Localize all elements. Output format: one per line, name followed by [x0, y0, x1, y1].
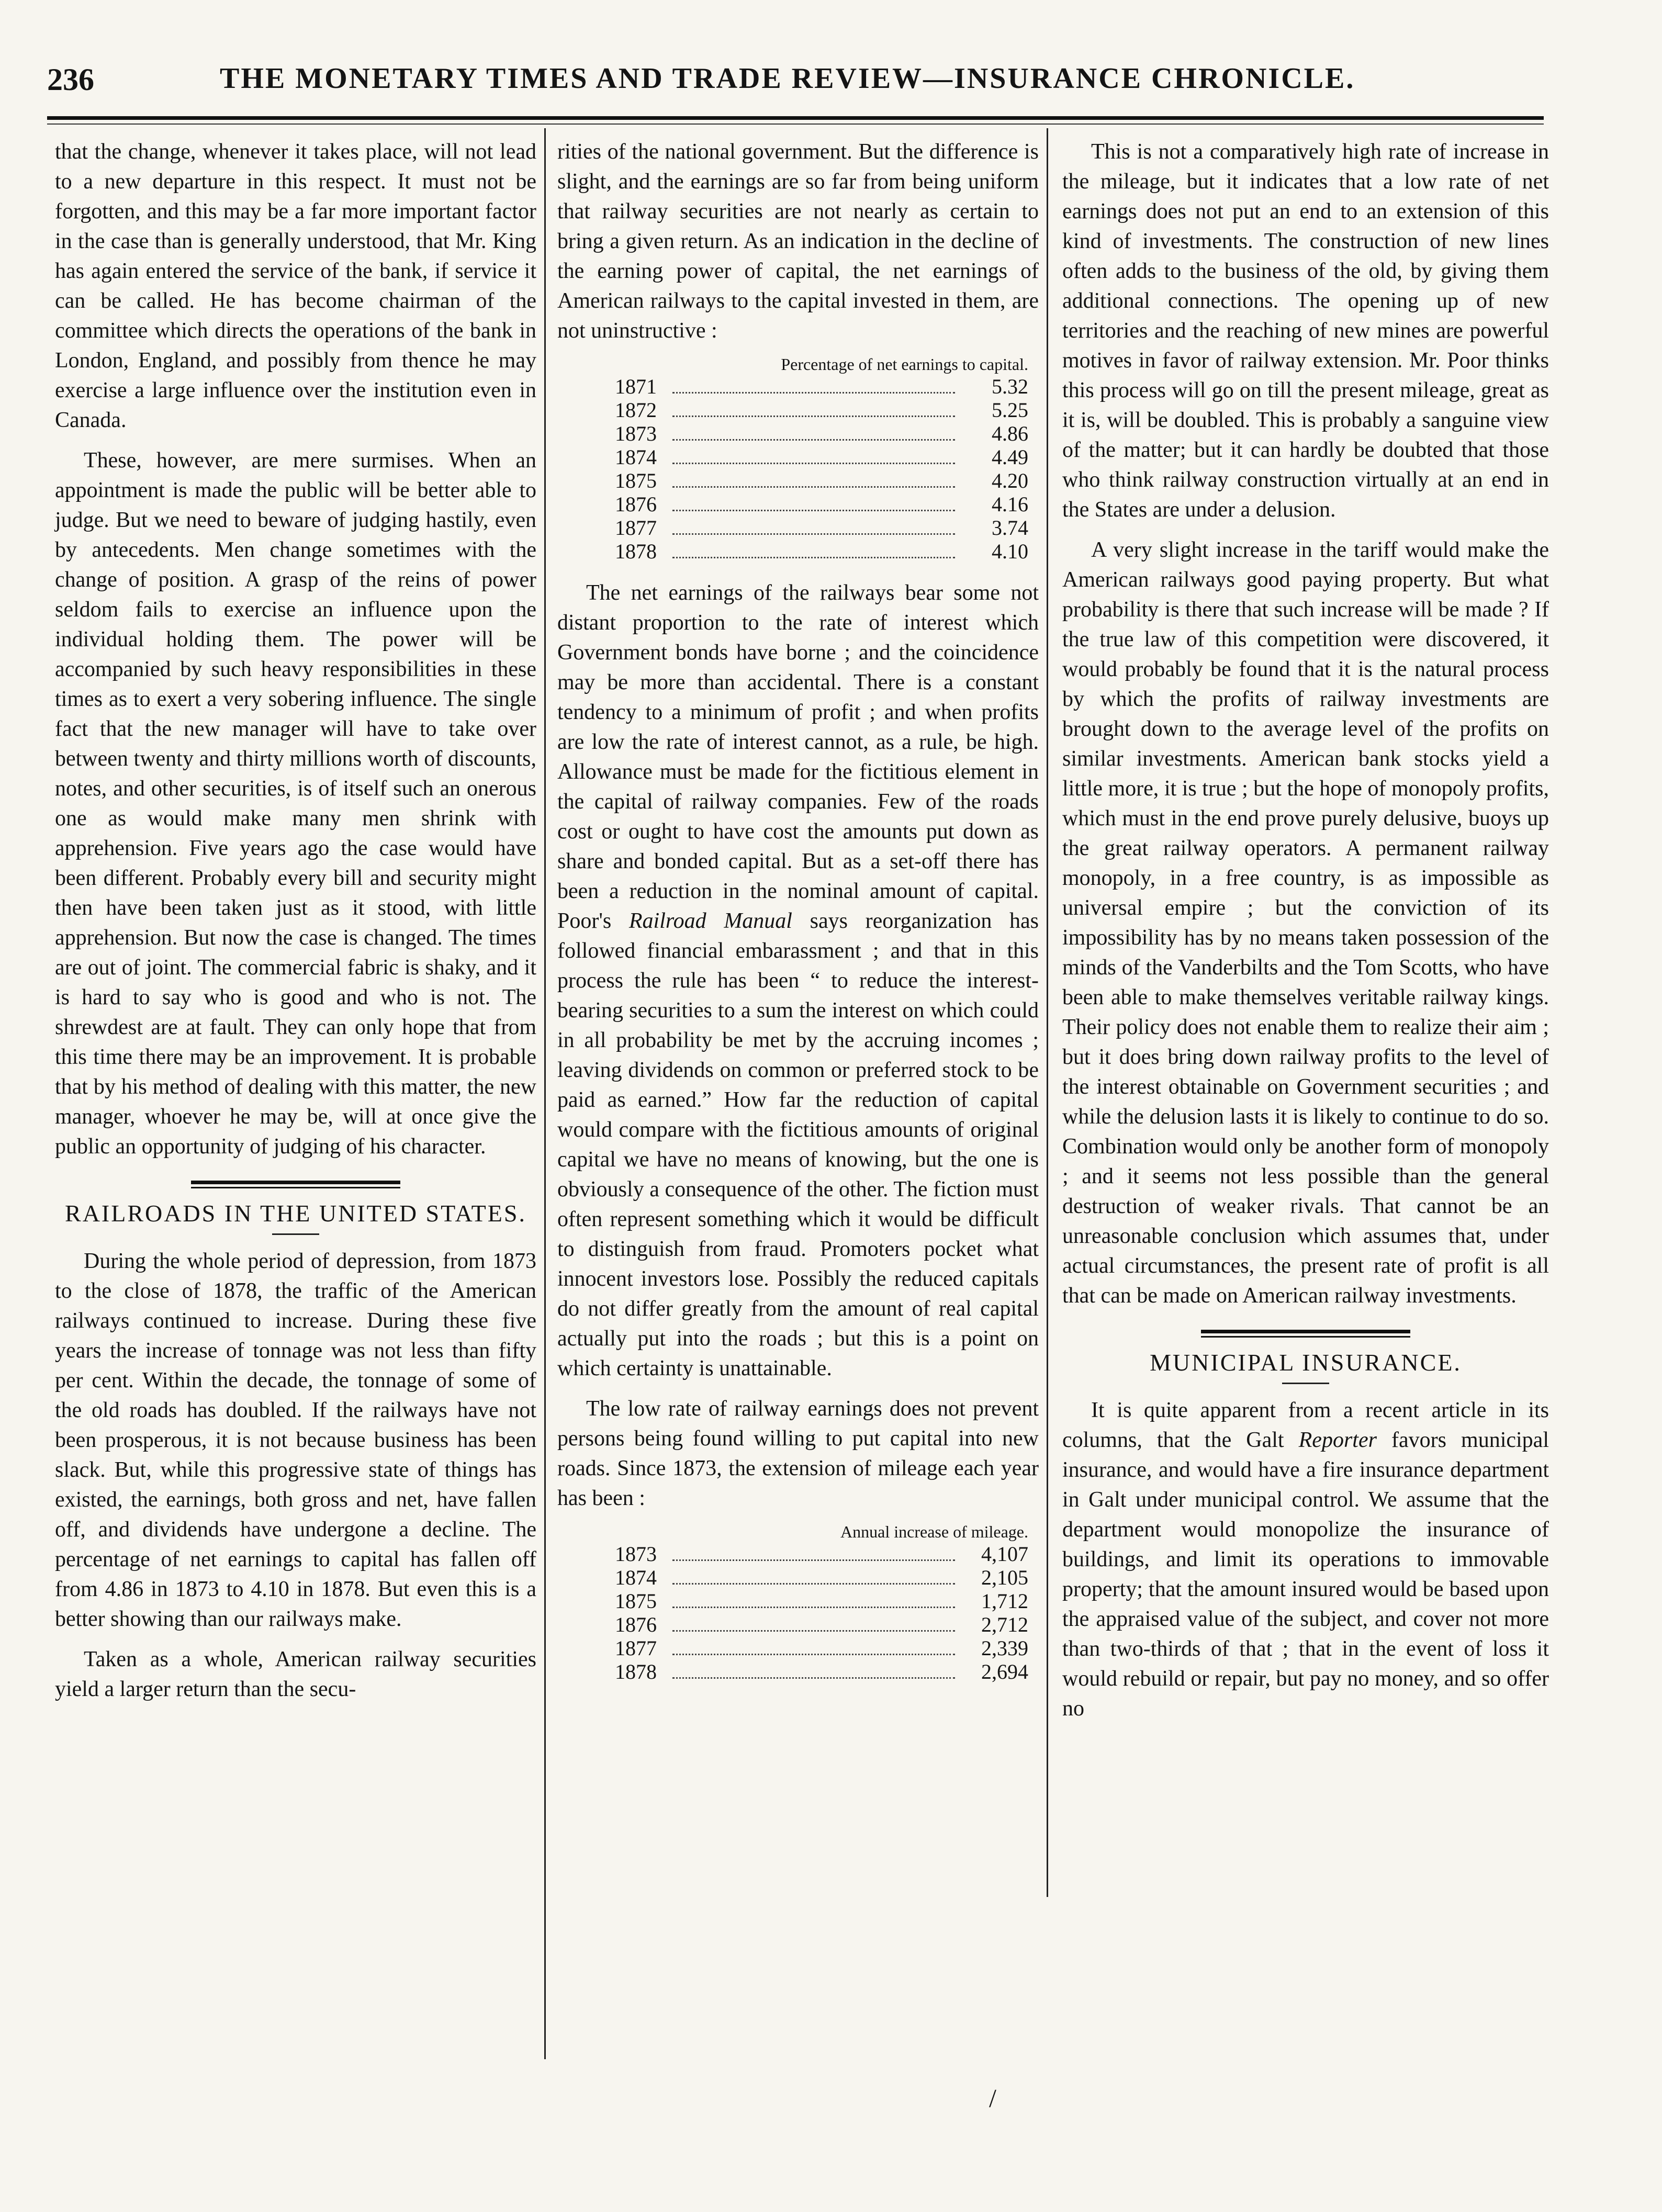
text-run: says reorganization has followed financial embarassment ; and that in this process the rule has been “ to reduce the interest-bearing securities to a sum the interest on which could in all probability be met by the accruing incomes ; leaving dividends on common or preferred stock to be paid as earned.” How far the reduction of capital would compare with the fictitious amounts of original capital we have no means of knowing, but the one is obviously a consequence of the other. The fiction must often represent something which it would be difficult to distinguish from fraud. Promoters pocket what innocent investors lose. Possibly the reduced capitals do not differ greatly from the amount of real capital actually put into the roads ; but this is a point on which certainty is unattainable. — [557, 909, 1039, 1380]
earnings-table — [557, 356, 1039, 564]
page-header — [47, 62, 1565, 104]
dot-leader — [672, 439, 955, 441]
table-row — [557, 1637, 1039, 1660]
row-value: 4.16 — [992, 492, 1028, 516]
heading-underline — [1282, 1383, 1329, 1384]
row-value: 4.10 — [992, 540, 1028, 563]
row-year: 1871 — [615, 375, 657, 398]
table-row — [557, 1543, 1039, 1566]
dot-leader — [672, 1677, 955, 1679]
row-value: 4.49 — [992, 445, 1028, 469]
table-header: Annual increase of mileage. — [840, 1522, 1028, 1541]
row-year: 1878 — [615, 540, 657, 563]
dot-leader — [672, 1607, 955, 1608]
paragraph — [1062, 1396, 1549, 1724]
header-rule — [47, 116, 1544, 120]
column-divider-1 — [544, 128, 546, 2059]
section-heading-municipal: MUNICIPAL INSURANCE. — [1150, 1349, 1462, 1376]
section-heading-railroads: RAILROADS IN THE UNITED STATES. — [65, 1200, 526, 1227]
text-run: favors municipal insurance, and would have a fire insurance department in Galt under municipal control. We assume that the department would monopolize the insurance of buildings, and limit its operations to immovable property; that the amount insured would be based upon the appraised value of the subject, and cover not more than two-thirds of that ; that in the event of loss it would rebuild or repair, but pay no money, and so offer no — [1062, 1428, 1549, 1721]
column-divider-2 — [1047, 128, 1048, 1897]
table-row — [557, 375, 1039, 399]
dot-leader — [672, 1654, 955, 1655]
paragraph: that the change, whenever it takes place, will not lead to a new departure in this respect. It must not be forgotten, and this may be a far more important factor in the case than is generally understood, that Mr. King has again entered the service of the bank, if service it can be called. He has become chairman of the committee which directs the operations of the bank in London, England, and possibly from thence he may exercise a large influence over the institution even in Canada. — [55, 140, 536, 432]
column-2 — [557, 137, 1039, 1699]
dot-leader — [672, 416, 955, 417]
table-row — [557, 399, 1039, 422]
row-value: 2,694 — [981, 1660, 1028, 1683]
row-year: 1873 — [615, 422, 657, 445]
header-rule-thin — [47, 123, 1544, 125]
row-year: 1876 — [615, 492, 657, 516]
row-value: 5.32 — [992, 375, 1028, 398]
table-row — [557, 469, 1039, 493]
paragraph: This is not a comparatively high rate of increase in the mileage, but it indicates that a low rate of net earnings does not put an end to an extension of this kind of investments. The construction of new lines often adds to the business of the old, by giving them additional connections. The opening up of new territories and the reaching of new mines are powerful motives in favor of railway extension. Mr. Poor thinks this process will go on till the present mileage, great as it is, will be doubled. This is probably a sanguine view of the matter; but it can hardly be doubted that those who think railway construction virtually at an end in the States are under a delusion. — [1062, 140, 1549, 522]
row-value: 2,339 — [981, 1636, 1028, 1660]
publication-title: THE MONETARY TIMES AND TRADE REVIEW—INSURANCE CHRONICLE. — [220, 62, 1355, 95]
dot-leader — [672, 1583, 955, 1585]
paragraph: During the whole period of depression, from 1873 to the close of 1878, the traffic of the American railways continued to increase. During these five years the increase of tonnage was not less than fifty per cent. Within the decade, the tonnage of some of the old roads has doubled. If the railways have not been prosperous, it is not because business has been slack. But, while this progressive state of things has existed, the earnings, both gross and net, have fallen off, and dividends have undergone a decline. The percentage of net earnings to capital has fallen off from 4.86 in 1873 to 4.10 in 1878. But even this is a better showing than our railways make. — [55, 1249, 536, 1631]
paragraph: Taken as a whole, American railway securities yield a larger return than the secu- — [55, 1647, 536, 1701]
row-year: 1878 — [615, 1660, 657, 1683]
dot-leader — [672, 463, 955, 464]
table-row — [557, 516, 1039, 540]
dot-leader — [672, 533, 955, 535]
row-value: 4.86 — [992, 422, 1028, 445]
row-year: 1877 — [615, 516, 657, 540]
row-year: 1875 — [615, 469, 657, 492]
row-year: 1875 — [615, 1589, 657, 1613]
row-value: 2,105 — [981, 1566, 1028, 1589]
paragraph — [557, 578, 1039, 1384]
text-run: It is quite apparent from a recent article in its columns, that the Galt — [1062, 1398, 1549, 1452]
table-row — [557, 1566, 1039, 1590]
table-row — [557, 1613, 1039, 1637]
row-year: 1874 — [615, 1566, 657, 1589]
paragraph: These, however, are mere surmises. When an appointment is made the public will be better able to judge. But we need to beware of judging hastily, even by antecedents. Men change sometimes with the change of position. A grasp of the reins of power seldom fails to exercise an influence upon the individual holding them. The power will be accompanied by such heavy responsibilities in these times as to exert a very sobering influence. The single fact that the new manager will have to take over between twenty and thirty millions worth of discounts, notes, and other securities, is of itself such an onerous one as would make many men shrink with apprehension. Five years ago the case would have been different. Probably every bill and security might then have been taken just as it stood, with little apprehension. But now the case is changed. The times are out of joint. The commercial fabric is shaky, and it is hard to say who is good and who is not. The shrewdest are at fault. They can only hope that from this time there may be an improvement. It is probable that by his method of dealing with this matter, the new manager, whoever he may be, will at once give the public an opportunity of judging of his character. — [55, 448, 536, 1159]
heading-underline — [272, 1233, 319, 1235]
row-year: 1874 — [615, 445, 657, 469]
column-3 — [1062, 137, 1549, 1734]
row-value: 4.20 — [992, 469, 1028, 492]
dot-leader — [672, 557, 955, 558]
dot-leader — [672, 1559, 955, 1561]
row-value: 5.25 — [992, 398, 1028, 422]
table-row — [557, 1590, 1039, 1613]
dot-leader — [672, 510, 955, 511]
text-run: The net earnings of the railways bear some not distant proportion to the rate of interest which Government bonds have borne ; and the coincidence may be more than accidental. There is a constant tendency to a minimum of profit ; and when profits are low the rate of interest cannot, as a rule, be high. Allowance must be made for the fictitious element in the capital of railway companies. Few of the roads cost or ought to have cost the amounts put down as share and bonded capital. But as a set-off there has been a reduction in the nominal amount of capital. Poor's — [557, 581, 1039, 933]
section-divider — [1201, 1330, 1410, 1338]
paragraph: A very slight increase in the tariff would make the American railways good paying property. But what probability is there that such increase will be made ? If the true law of this competition were discovered, it would probably be found that it is the natural process by which the profits of railway investments are brought down to the average level of the profits on similar investments. American bank stocks yield a little more, it is true ; but the hope of monopoly profits, which must in the end prove purely delusive, buoys up the great railway operators. A permanent railway monopoly, in a free country, is as impossible as universal empire ; but the conviction of its impossibility has by no means taken possession of the minds of the Vanderbilts and the Tom Scotts, who have been able to make themselves veritable railway kings. Their policy does not enable them to realize their aim ; but it does bring down railway profits to the level of the interest obtainable on Government securities ; and while the delusion lasts it is likely to continue to do so. Combination would only be another form of monopoly ; and it seems not less possible than the general destruction of weaker rivals. That cannot be an unreasonable conclusion which assumes that, under actual circumstances, the present rate of profit is all that can be made on American railway investments. — [1062, 538, 1549, 1308]
page-number: 236 — [47, 62, 94, 97]
column-1 — [55, 137, 536, 1715]
paragraph: The low rate of railway earnings does not prevent persons being found willing to put capital into new roads. Since 1873, the extension of mileage each year has been : — [557, 1397, 1039, 1510]
row-value: 3.74 — [992, 516, 1028, 540]
table-row — [557, 1660, 1039, 1684]
row-value: 2,712 — [981, 1613, 1028, 1636]
dot-leader — [672, 486, 955, 488]
section-divider — [191, 1181, 400, 1188]
table-row — [557, 540, 1039, 564]
italic-title: Railroad Manual — [628, 909, 792, 933]
row-year: 1872 — [615, 398, 657, 422]
row-value: 1,712 — [981, 1589, 1028, 1613]
row-value: 4,107 — [981, 1542, 1028, 1566]
row-year: 1876 — [615, 1613, 657, 1636]
italic-title: Reporter — [1298, 1428, 1377, 1452]
dot-leader — [672, 392, 955, 394]
paragraph: rities of the national government. But the difference is slight, and the earnings are so far from being uniform that railway securities are not nearly as certain to bring a given return. As an indication in the decline of the earning power of capital, the net earnings of American railways to the capital invested in them, are not uninstructive : — [557, 140, 1039, 343]
row-year: 1873 — [615, 1542, 657, 1566]
mileage-table — [557, 1524, 1039, 1684]
page-mark: / — [989, 2083, 996, 2113]
dot-leader — [672, 1630, 955, 1632]
table-row — [557, 422, 1039, 446]
row-year: 1877 — [615, 1636, 657, 1660]
table-row — [557, 446, 1039, 469]
table-row — [557, 493, 1039, 516]
table-header: Percentage of net earnings to capital. — [781, 355, 1028, 374]
